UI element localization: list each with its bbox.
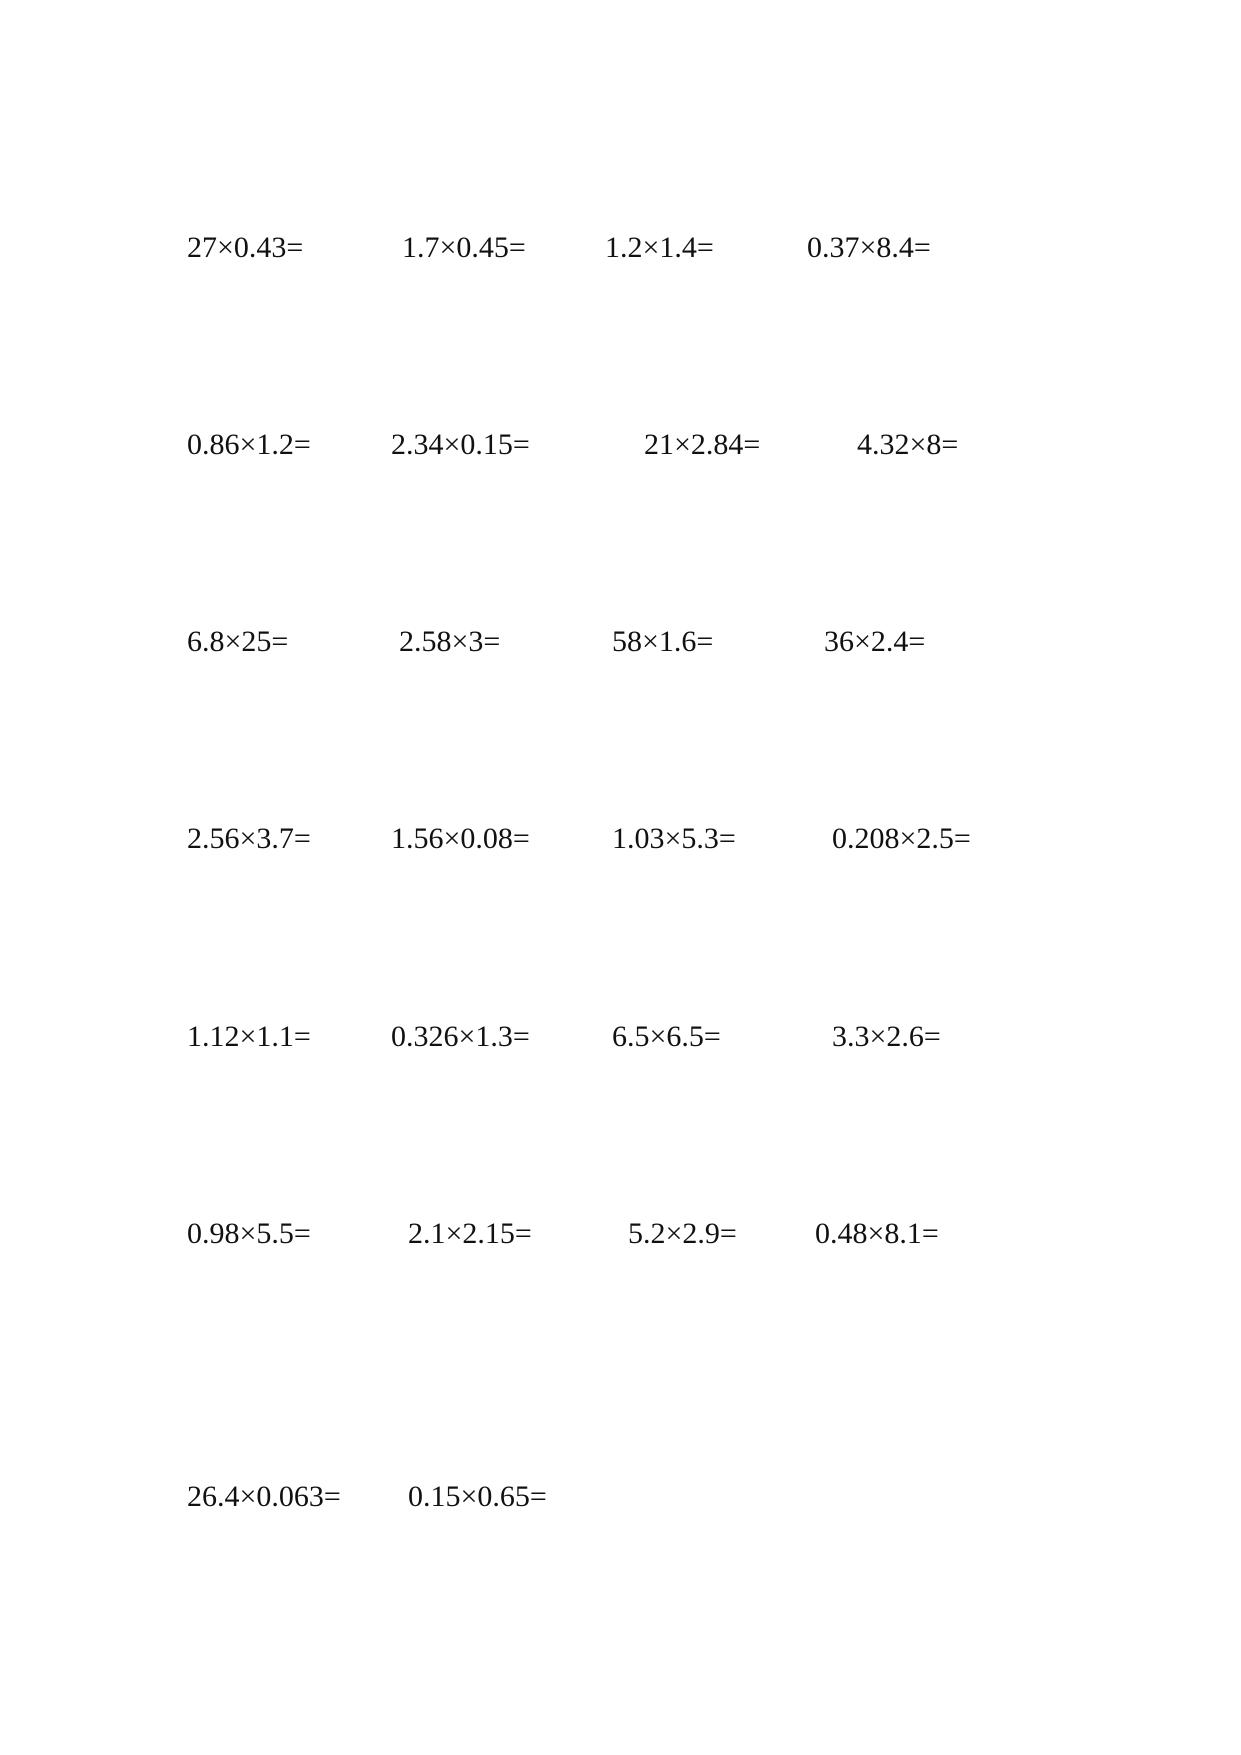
- problem-r3-c3: 58×1.6=: [612, 625, 714, 658]
- problem-r5-c1: 1.12×1.1=: [187, 1020, 311, 1053]
- problem-r2-c4: 4.32×8=: [857, 428, 959, 461]
- problem-r3-c2: 2.58×3=: [399, 625, 501, 658]
- problem-r5-c3: 6.5×6.5=: [612, 1020, 721, 1053]
- problem-r4-c3: 1.03×5.3=: [612, 822, 736, 855]
- problem-r6-c3: 5.2×2.9=: [628, 1217, 737, 1250]
- problem-r7-c1: 26.4×0.063=: [187, 1480, 341, 1513]
- problem-r1-c3: 1.2×1.4=: [605, 231, 714, 264]
- problem-r6-c2: 2.1×2.15=: [408, 1217, 532, 1250]
- problem-r6-c4: 0.48×8.1=: [815, 1217, 939, 1250]
- problem-r1-c1: 27×0.43=: [187, 231, 304, 264]
- problem-r3-c1: 6.8×25=: [187, 625, 289, 658]
- problem-r2-c2: 2.34×0.15=: [391, 428, 530, 461]
- problem-r5-c2: 0.326×1.3=: [391, 1020, 530, 1053]
- problem-r5-c4: 3.3×2.6=: [832, 1020, 941, 1053]
- problem-r1-c4: 0.37×8.4=: [807, 231, 931, 264]
- problem-r3-c4: 36×2.4=: [824, 625, 926, 658]
- problem-r2-c3: 21×2.84=: [644, 428, 761, 461]
- problem-r6-c1: 0.98×5.5=: [187, 1217, 311, 1250]
- problem-r4-c4: 0.208×2.5=: [832, 822, 971, 855]
- problem-r2-c1: 0.86×1.2=: [187, 428, 311, 461]
- problem-r7-c2: 0.15×0.65=: [408, 1480, 547, 1513]
- problem-r4-c2: 1.56×0.08=: [391, 822, 530, 855]
- problem-r4-c1: 2.56×3.7=: [187, 822, 311, 855]
- problem-r1-c2: 1.7×0.45=: [402, 231, 526, 264]
